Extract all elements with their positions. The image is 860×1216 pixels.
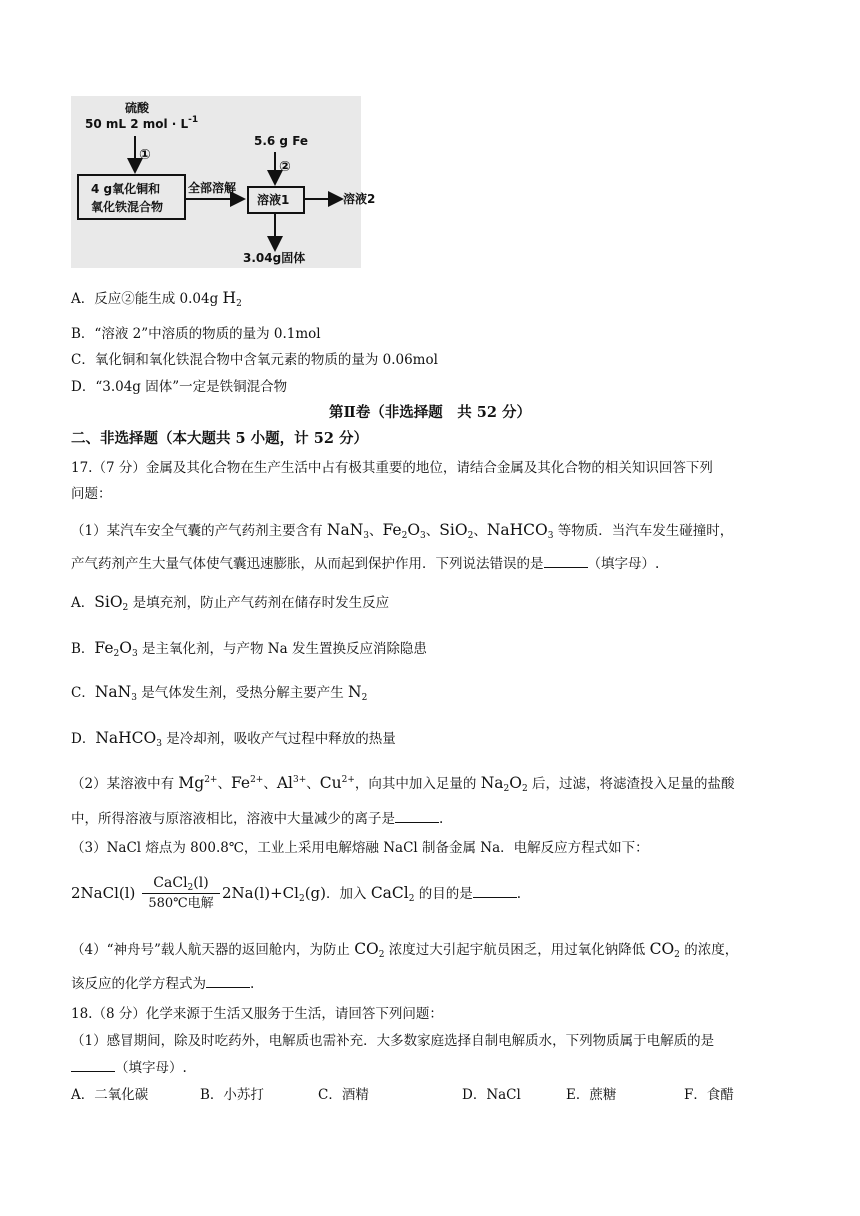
reaction-flow-diagram	[71, 96, 376, 268]
part2-heading: 二、非选择题（本大题共 5 小题，计 52 分）	[71, 430, 368, 447]
q18-p1-line1: （1）感冒期间，除及时吃药外，电解质也需补充．大多数家庭选择自制电解质水，下列物质属于电解质的是	[71, 1033, 715, 1049]
solution1-box	[247, 186, 305, 214]
q17-p2-line2: 中，所得溶液与原溶液相比，溶液中大量减少的离子是 .	[71, 811, 444, 827]
q18-option-c: C．酒精	[318, 1087, 369, 1103]
q18-option-e: E．蔗糖	[566, 1087, 617, 1103]
q18-option-d: D．NaCl	[462, 1087, 521, 1103]
dissolve-label: 全部溶解	[188, 181, 237, 195]
step-2-marker: ②	[279, 159, 291, 175]
q17-option-d: D．NaHCO$_3$ 是冷却剂，吸收产气过程中释放的热量	[71, 729, 396, 749]
answer-blank-17-4[interactable]	[206, 975, 250, 988]
eq-condition-top: CaCl$_2$(l)	[142, 874, 220, 894]
acid-label: 硫酸	[125, 101, 150, 115]
mixture-line-1: 4 g氧化铜和	[91, 182, 161, 196]
q16-option-d: D．“3.04g 固体”一定是铁铜混合物	[71, 379, 288, 395]
q18-option-b: B．小苏打	[200, 1087, 264, 1103]
q17-p4-line1: （4）“神舟号”载人航天器的返回舱内，为防止 $CO_2$ 浓度过大引起宇航员困乏，用过氧化钠降低 $CO_2$ 的浓度，	[71, 940, 739, 960]
q17-option-b: B．$Fe_2O_3$ 是主氧化剂，与产物 Na 发生置换反应消除隐患	[71, 639, 427, 659]
q17-p1-line1: （1）某汽车安全气囊的产气药剂主要含有 NaN$_3$、$Fe_2O_3$、SiO$_2$、NaHCO$_3$ 等物质．当汽车发生碰撞时，	[71, 521, 734, 541]
q17-p2-line1: （2）某溶液中有 $Mg^{2+}$、$Fe^{2+}$、$Al^{3+}$、$Cu^{2+}$，向其中加入足量的 $Na_2O_2$ 后，过滤，将滤渣投入足量的盐酸	[71, 774, 735, 794]
solid-label: 3.04g固体	[243, 251, 306, 265]
q17-p3-eq-left: 2NaCl(l)	[71, 884, 136, 902]
solution1-label: 溶液1	[257, 193, 290, 207]
solution2-label: 溶液2	[343, 192, 376, 206]
q17-intro-line2: 问题：	[71, 486, 112, 502]
q16-option-a: A．反应②能生成 0.04g $H_2$	[71, 289, 242, 309]
q17-p1-line2: 产气药剂产生大量气体使气囊迅速膨胀，从而起到保护作用．下列说法错误的是 （填字母）.	[71, 556, 660, 572]
mixture-box	[77, 174, 186, 220]
q18-option-f: F．食醋	[684, 1087, 734, 1103]
q17-p3-eq-right: $2Na(l)+Cl_2(g)$．加入 CaCl$_2$ 的目的是 .	[222, 884, 522, 904]
eq-condition-bottom: 580℃电解	[148, 896, 214, 911]
answer-blank-17-3[interactable]	[473, 885, 517, 898]
q17-option-c: C．NaN$_3$ 是气体发生剂，受热分解主要产生 $N_2$	[71, 683, 368, 703]
q17-option-a: A．SiO$_2$ 是填充剂，防止产气药剂在储存时发生反应	[71, 593, 390, 613]
answer-blank-17-2[interactable]	[395, 810, 439, 823]
section-title: 第Ⅱ卷（非选择题 共 52 分）	[329, 404, 531, 421]
q17-p4-line2: 该反应的化学方程式为 .	[71, 976, 255, 992]
q17-p3-line1: （3）NaCl 熔点为 800.8℃，工业上采用电解熔融 NaCl 制备金属 Na．电解反应方程式如下：	[71, 840, 649, 856]
answer-blank-18-1[interactable]	[71, 1059, 115, 1072]
answer-blank-17-1[interactable]	[544, 555, 588, 568]
acid-amount: 50 mL 2 mol · $L^{-1}$	[85, 115, 199, 131]
q16-option-c: C．氧化铜和氧化铁混合物中含氧元素的物质的量为 0.06mol	[71, 352, 438, 368]
q18-option-a: A．二氧化碳	[71, 1087, 149, 1103]
fe-label: 5.6 g Fe	[254, 134, 309, 148]
q18-intro: 18.（8 分）化学来源于生活又服务于生活，请回答下列问题：	[71, 1006, 443, 1022]
mixture-line-2: 氧化铁混合物	[91, 200, 164, 214]
q17-p3-eq-condition	[142, 874, 220, 913]
q16-option-b: B．“溶液 2”中溶质的物质的量为 0.1mol	[71, 326, 321, 342]
q18-p1-line2: （填字母）.	[71, 1059, 187, 1077]
step-1-marker: ①	[139, 147, 151, 163]
q17-intro-line1: 17.（7 分）金属及其化合物在生产生活中占有极其重要的地位，请结合金属及其化合物的相关知识回答下列	[71, 460, 713, 476]
